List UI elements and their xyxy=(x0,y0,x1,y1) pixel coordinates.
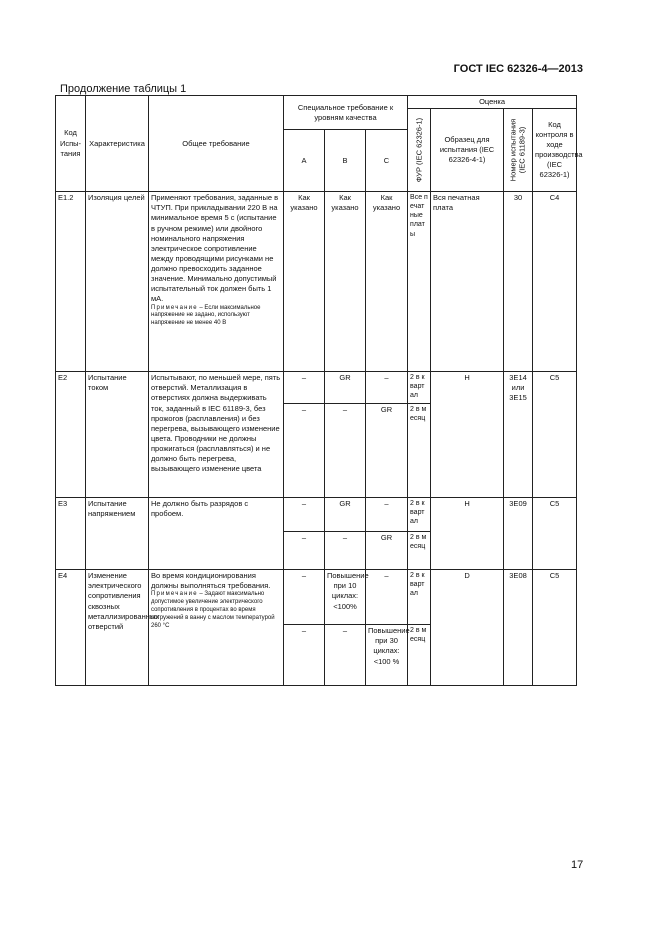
table-row xyxy=(56,498,577,532)
fur-value: 2 в месяц xyxy=(408,532,431,570)
col-header-level-b: B xyxy=(325,130,366,192)
level-c-value: – xyxy=(366,498,408,532)
note-label: Примечание xyxy=(151,591,198,598)
level-c-value: GR xyxy=(366,404,408,498)
col-header-special: Специальное требование к уровням качества xyxy=(284,96,408,130)
col-header-level-a: A xyxy=(284,130,325,192)
fur-value: 2 в месяц xyxy=(408,625,431,686)
sample-value: D xyxy=(431,570,504,686)
level-a-value: – xyxy=(284,404,325,498)
test-number-value: 3E09 xyxy=(504,498,533,570)
col-header-test-number: Номер испытания (IEC 61189-3) xyxy=(508,118,528,182)
row-note xyxy=(151,591,281,630)
control-code-value: C5 xyxy=(533,570,577,686)
general-text: Во время кондиционирования должны выполняться требования. xyxy=(151,571,271,591)
sample-value: H xyxy=(431,372,504,498)
row-code: E4 xyxy=(56,570,86,686)
level-a-value: – xyxy=(284,372,325,404)
col-header-control-code: Код контроля в ходе производства (IEC 62326-1) xyxy=(533,109,577,192)
col-header-fur: ФУР (IEC 62326-1) xyxy=(414,117,424,183)
row-code: E1.2 xyxy=(56,192,86,372)
row-characteristic: Испытание напряжением xyxy=(86,498,149,570)
table-row xyxy=(56,372,577,404)
level-c-value: Повышение при 30 циклах: <100 % xyxy=(366,625,408,686)
fur-value: 2 в квартал xyxy=(408,372,431,404)
table-row xyxy=(56,192,577,372)
test-number-value: 3E08 xyxy=(504,570,533,686)
level-b-value: GR xyxy=(325,372,366,404)
col-header-test-number-cell xyxy=(504,109,533,192)
col-header-code: Код Испы-тания xyxy=(56,96,86,192)
level-b-value: Как указано xyxy=(325,192,366,372)
level-b-value: – xyxy=(325,532,366,570)
row-characteristic: Изменение электрического сопротивления сквозных металлизированных отверстий xyxy=(86,570,149,686)
row-characteristic: Изоляция целей xyxy=(86,192,149,372)
level-b-value: Повышение при 10 циклах: <100% xyxy=(325,570,366,625)
level-c-value: Как указано xyxy=(366,192,408,372)
page-number: 17 xyxy=(571,859,584,871)
level-b-value: – xyxy=(325,404,366,498)
level-a-value: – xyxy=(284,532,325,570)
note-text: – Если максимальное напряжение не задано, используют напряжение не менее 40 В xyxy=(151,304,261,327)
row-general xyxy=(149,570,284,686)
row-general: Не должно быть разрядов с пробоем. xyxy=(149,498,284,570)
level-c-value: GR xyxy=(366,532,408,570)
level-c-value: – xyxy=(366,570,408,625)
row-code: E3 xyxy=(56,498,86,570)
col-header-sample: Образец для испытания (IEC 62326-4-1) xyxy=(431,109,504,192)
table-caption: Продолжение таблицы 1 xyxy=(60,83,187,95)
table-row xyxy=(56,570,577,625)
row-note xyxy=(151,305,281,328)
col-header-characteristic: Характеристика xyxy=(86,96,149,192)
fur-value: 2 в квартал xyxy=(408,570,431,625)
level-b-value: – xyxy=(325,625,366,686)
col-header-level-c: C xyxy=(366,130,408,192)
col-header-evaluation: Оценка xyxy=(408,96,577,109)
fur-value: 2 в квартал xyxy=(408,498,431,532)
fur-value: Все печатные платы xyxy=(408,192,431,372)
level-a-value: – xyxy=(284,498,325,532)
sample-value: H xyxy=(431,498,504,570)
col-header-fur-cell xyxy=(408,109,431,192)
test-number-value: 3E14 или 3E15 xyxy=(504,372,533,498)
row-characteristic: Испытание током xyxy=(86,372,149,498)
fur-value: 2 в месяц xyxy=(408,404,431,498)
requirements-table xyxy=(55,95,583,686)
test-number-value: 30 xyxy=(504,192,533,372)
level-a-value: – xyxy=(284,625,325,686)
note-label: Примечание xyxy=(151,304,198,311)
control-code-value: C4 xyxy=(533,192,577,372)
sample-value: Вся печатная плата xyxy=(431,192,504,372)
level-a-value: Как указано xyxy=(284,192,325,372)
level-c-value: – xyxy=(366,372,408,404)
row-code: E2 xyxy=(56,372,86,498)
note-text: – Задают максимально допустимое увеличение электрического сопротивления в процентах во время погружений в ванну с маслом температурой 260 °С xyxy=(151,591,275,629)
standard-designation: ГОСТ IEC 62326-4—2013 xyxy=(453,63,583,75)
row-general: Испытывают, по меньшей мере, пять отверстий. Металлизация в отверстиях должна выдерживать ток, заданный в IEC 61189-3, без прожогов (расплавления) и без перегрева, вызывающего изменение цвета. Проводники не должны прожигаться (расплавляться) и не должно быть перегрева, вызывающего изменение цвета xyxy=(149,372,284,498)
control-code-value: C5 xyxy=(533,372,577,498)
row-general xyxy=(149,192,284,372)
control-code-value: C5 xyxy=(533,498,577,570)
level-a-value: – xyxy=(284,570,325,625)
col-header-general: Общее требование xyxy=(149,96,284,192)
general-text: Применяют требования, заданные в ЧТУП. При прикладывании 220 В на минимальное время 5 с (испытание в ручном режиме) или двойного номинального напряжения электрическое сопротивление между проводящими рисунками не должно превосходить заданное значение. Минимально допустимый испытательный ток должен быть 1 мА. xyxy=(151,193,279,304)
level-b-value: GR xyxy=(325,498,366,532)
